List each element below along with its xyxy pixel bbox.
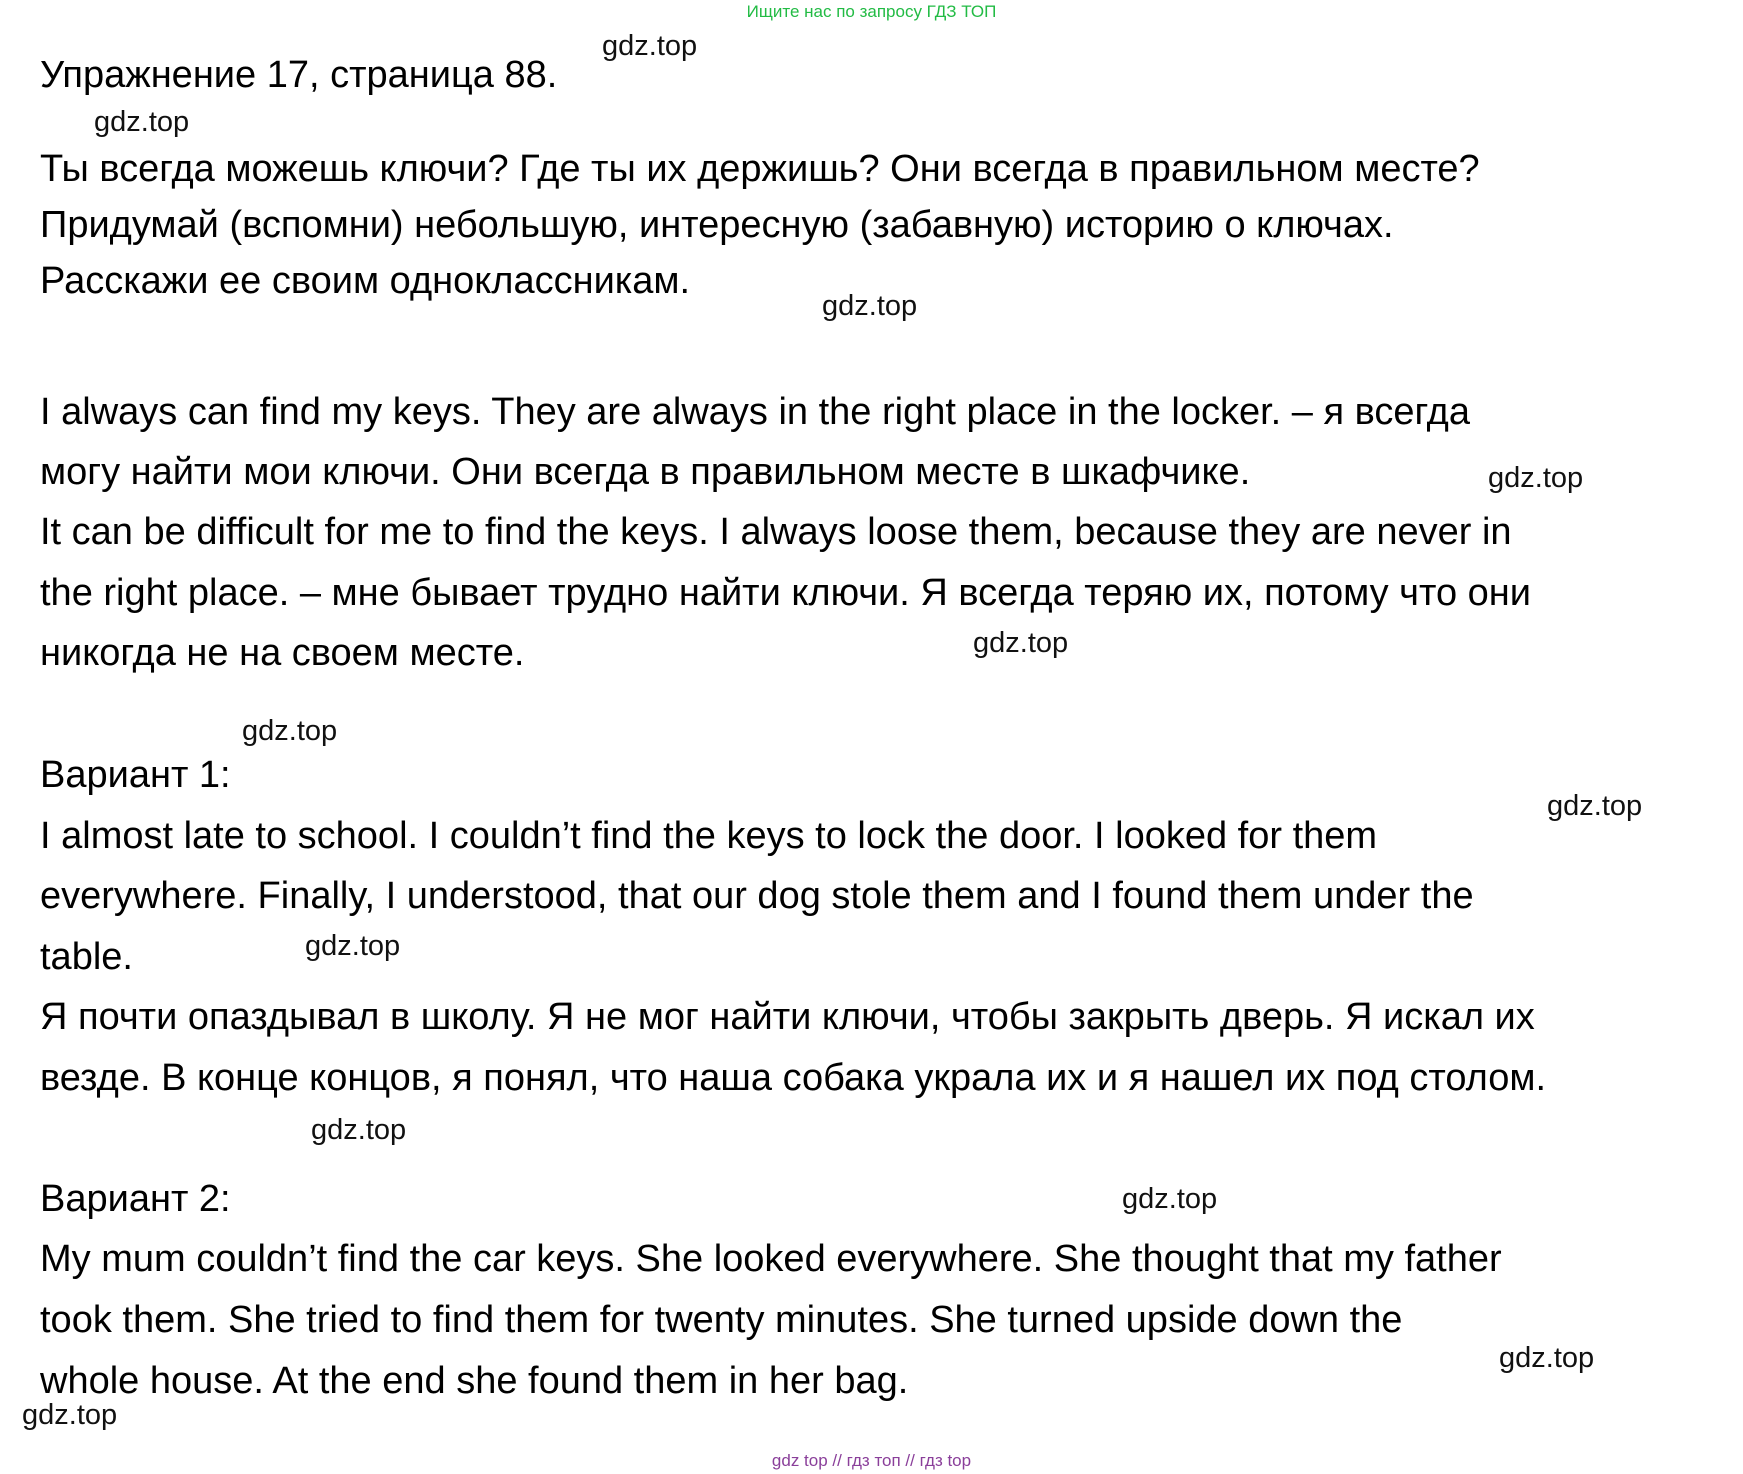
- task-line: Придумай (вспомни) небольшую, интересную (забавную) историю о ключах.: [40, 204, 1394, 246]
- watermark: gdz.top: [22, 1399, 118, 1431]
- variant-1-line: везде. В конце концов, я понял, что наша собака украла их и я нашел их под столом.: [40, 1057, 1547, 1099]
- top-banner: Ищите нас по запросу ГДЗ ТОП: [746, 2, 997, 21]
- watermark: gdz.top: [94, 106, 190, 138]
- task-line: Ты всегда можешь ключи? Где ты их держишь? Они всегда в правильном месте?: [40, 148, 1480, 190]
- answer-line: I always can find my keys. They are always in the right place in the locker. – я всегда: [40, 391, 1470, 433]
- variant-1-line: I almost late to school. I couldn’t find the keys to lock the door. I looked for them: [40, 815, 1378, 857]
- variant-2-heading: Вариант 2:: [40, 1178, 231, 1220]
- variant-2-line: took them. She tried to find them for twenty minutes. She turned upside down the: [40, 1299, 1403, 1341]
- watermark: gdz.top: [973, 627, 1069, 659]
- variant-1-heading: Вариант 1:: [40, 754, 231, 796]
- answer-line: the right place. – мне бывает трудно найти ключи. Я всегда теряю их, потому что они: [40, 572, 1531, 614]
- answer-line: It can be difficult for me to find the keys. I always loose them, because they are never in: [40, 511, 1512, 553]
- variant-1-line: Я почти опаздывал в школу. Я не мог найти ключи, чтобы закрыть дверь. Я искал их: [40, 996, 1535, 1038]
- watermark: gdz.top: [602, 30, 698, 62]
- answer-line: никогда не на своем месте.: [40, 632, 525, 674]
- watermark: gdz.top: [822, 290, 918, 322]
- variant-2-line: My mum couldn’t find the car keys. She looked everywhere. She thought that my father: [40, 1238, 1502, 1280]
- exercise-title: Упражнение 17, страница 88.: [40, 54, 558, 96]
- variant-2-line: whole house. At the end she found them in her bag.: [40, 1360, 909, 1402]
- watermark: gdz.top: [1122, 1183, 1218, 1215]
- watermark: gdz.top: [1547, 790, 1643, 822]
- variant-1-line: table.: [40, 936, 133, 978]
- bottom-banner: gdz top // гдз топ // гдз top: [771, 1451, 972, 1470]
- watermark: gdz.top: [242, 715, 338, 747]
- task-line: Расскажи ее своим одноклассникам.: [40, 260, 691, 302]
- watermark: gdz.top: [1488, 462, 1584, 494]
- variant-1-line: everywhere. Finally, I understood, that our dog stole them and I found them under the: [40, 875, 1474, 917]
- watermark: gdz.top: [311, 1114, 407, 1146]
- answer-line: могу найти мои ключи. Они всегда в правильном месте в шкафчике.: [40, 451, 1251, 493]
- watermark: gdz.top: [1499, 1342, 1595, 1374]
- watermark: gdz.top: [305, 930, 401, 962]
